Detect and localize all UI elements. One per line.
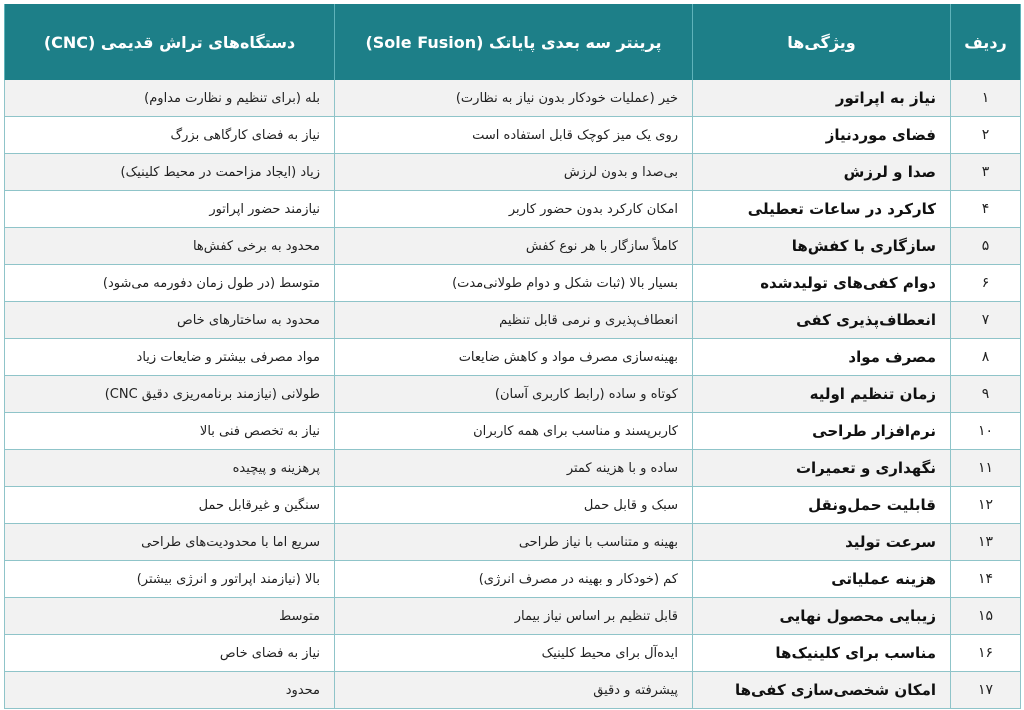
row-cnc-cell: محدود به برخی کفش‌ها [5, 228, 335, 265]
row-feature-cell: صدا و لرزش [693, 154, 951, 191]
row-index-cell: ۳ [951, 154, 1021, 191]
table-row [5, 561, 1021, 598]
row-cnc-cell: محدود [5, 672, 335, 709]
row-index-cell: ۱۱ [951, 450, 1021, 487]
row-feature-cell: فضای موردنیاز [693, 117, 951, 154]
row-cnc-cell: طولانی (نیازمند برنامه‌ریزی دقیق CNC) [5, 376, 335, 413]
row-cnc-cell: مواد مصرفی بیشتر و ضایعات زیاد [5, 339, 335, 376]
row-feature-cell: زیبایی محصول نهایی [693, 598, 951, 635]
table-row [5, 635, 1021, 672]
row-cnc-cell: نیاز به فضای خاص [5, 635, 335, 672]
row-index-cell: ۱۴ [951, 561, 1021, 598]
row-sole-fusion-cell: انعطاف‌پذیری و نرمی قابل تنظیم [335, 302, 693, 339]
row-index-cell: ۵ [951, 228, 1021, 265]
table-row [5, 191, 1021, 228]
row-sole-fusion-cell: امکان کارکرد بدون حضور کاربر [335, 191, 693, 228]
row-cnc-cell: پرهزینه و پیچیده [5, 450, 335, 487]
row-cnc-cell: نیازمند حضور اپراتور [5, 191, 335, 228]
row-cnc-cell: نیاز به تخصص فنی بالا [5, 413, 335, 450]
row-sole-fusion-cell: خیر (عملیات خودکار بدون نیاز به نظارت) [335, 80, 693, 117]
row-feature-cell: نیاز به اپراتور [693, 80, 951, 117]
row-sole-fusion-cell: کوتاه و ساده (رابط کاربری آسان) [335, 376, 693, 413]
row-sole-fusion-cell: بسیار بالا (ثبات شکل و دوام طولانی‌مدت) [335, 265, 693, 302]
row-cnc-cell: سریع اما با محدودیت‌های طراحی [5, 524, 335, 561]
table-row [5, 228, 1021, 265]
row-feature-cell: سازگاری با کفش‌ها [693, 228, 951, 265]
header-sole-fusion: پرینتر سه بعدی پایاتک (Sole Fusion) [335, 4, 693, 80]
row-cnc-cell: بله (برای تنظیم و نظارت مداوم) [5, 80, 335, 117]
row-sole-fusion-cell: روی یک میز کوچک قابل استفاده است [335, 117, 693, 154]
row-sole-fusion-cell: پیشرفته و دقیق [335, 672, 693, 709]
row-index-cell: ۷ [951, 302, 1021, 339]
table-row [5, 376, 1021, 413]
row-feature-cell: نرم‌افزار طراحی [693, 413, 951, 450]
row-sole-fusion-cell: بهینه‌سازی مصرف مواد و کاهش ضایعات [335, 339, 693, 376]
row-index-cell: ۱ [951, 80, 1021, 117]
row-index-cell: ۱۲ [951, 487, 1021, 524]
table-row [5, 339, 1021, 376]
row-feature-cell: انعطاف‌پذیری کفی [693, 302, 951, 339]
table-row [5, 80, 1021, 117]
table-row [5, 450, 1021, 487]
header-feature: ویژگی‌ها [693, 4, 951, 80]
table-row [5, 413, 1021, 450]
table-row [5, 302, 1021, 339]
table-body [5, 80, 1021, 709]
row-sole-fusion-cell: کاملاً سازگار با هر نوع کفش [335, 228, 693, 265]
row-index-cell: ۲ [951, 117, 1021, 154]
header-row [5, 4, 1021, 80]
row-cnc-cell: محدود به ساختارهای خاص [5, 302, 335, 339]
comparison-table-container [4, 4, 1020, 709]
row-feature-cell: هزینه عملیاتی [693, 561, 951, 598]
row-cnc-cell: متوسط (در طول زمان دفورمه می‌شود) [5, 265, 335, 302]
row-sole-fusion-cell: قابل تنظیم بر اساس نیاز بیمار [335, 598, 693, 635]
row-sole-fusion-cell: ساده و با هزینه کمتر [335, 450, 693, 487]
row-index-cell: ۶ [951, 265, 1021, 302]
row-cnc-cell: زیاد (ایجاد مزاحمت در محیط کلینیک) [5, 154, 335, 191]
row-feature-cell: زمان تنظیم اولیه [693, 376, 951, 413]
row-cnc-cell: بالا (نیازمند اپراتور و انرژی بیشتر) [5, 561, 335, 598]
row-feature-cell: قابلیت حمل‌ونقل [693, 487, 951, 524]
table-row [5, 672, 1021, 709]
row-feature-cell: سرعت تولید [693, 524, 951, 561]
row-feature-cell: مصرف مواد [693, 339, 951, 376]
header-index: ردیف [951, 4, 1021, 80]
table-row [5, 117, 1021, 154]
row-feature-cell: مناسب برای کلینیک‌ها [693, 635, 951, 672]
row-sole-fusion-cell: کاربرپسند و مناسب برای همه کاربران [335, 413, 693, 450]
table-row [5, 154, 1021, 191]
row-feature-cell: کارکرد در ساعات تعطیلی [693, 191, 951, 228]
table-row [5, 598, 1021, 635]
row-sole-fusion-cell: کم (خودکار و بهینه در مصرف انرژی) [335, 561, 693, 598]
row-index-cell: ۱۵ [951, 598, 1021, 635]
row-index-cell: ۴ [951, 191, 1021, 228]
row-cnc-cell: متوسط [5, 598, 335, 635]
row-feature-cell: امکان شخصی‌سازی کفی‌ها [693, 672, 951, 709]
row-cnc-cell: سنگین و غیرقابل حمل [5, 487, 335, 524]
row-index-cell: ۱۳ [951, 524, 1021, 561]
row-index-cell: ۸ [951, 339, 1021, 376]
row-sole-fusion-cell: بی‌صدا و بدون لرزش [335, 154, 693, 191]
row-index-cell: ۱۶ [951, 635, 1021, 672]
row-index-cell: ۱۷ [951, 672, 1021, 709]
comparison-table [4, 4, 1021, 709]
row-sole-fusion-cell: بهینه و متناسب با نیاز طراحی [335, 524, 693, 561]
table-row [5, 524, 1021, 561]
row-sole-fusion-cell: ایده‌آل برای محیط کلینیک [335, 635, 693, 672]
header-cnc: دستگاه‌های تراش قدیمی (CNC) [5, 4, 335, 80]
table-row [5, 265, 1021, 302]
row-sole-fusion-cell: سبک و قابل حمل [335, 487, 693, 524]
row-index-cell: ۹ [951, 376, 1021, 413]
row-feature-cell: نگهداری و تعمیرات [693, 450, 951, 487]
row-index-cell: ۱۰ [951, 413, 1021, 450]
row-cnc-cell: نیاز به فضای کارگاهی بزرگ [5, 117, 335, 154]
row-feature-cell: دوام کفی‌های تولیدشده [693, 265, 951, 302]
table-row [5, 487, 1021, 524]
table-header [5, 4, 1021, 80]
